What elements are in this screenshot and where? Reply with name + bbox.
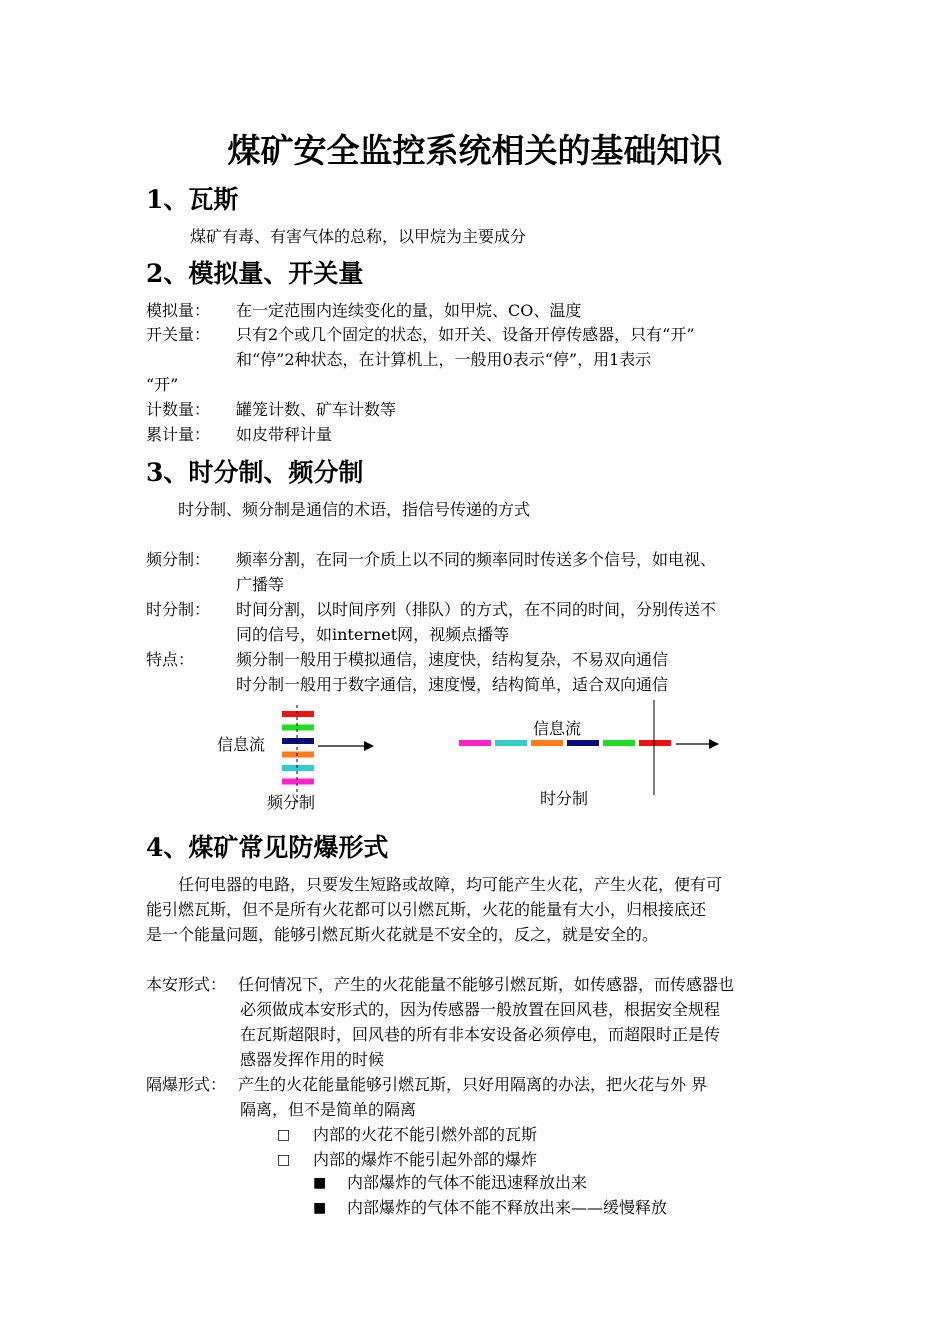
- flameproof-line-1: 产生的火花能量能够引燃瓦斯，只好用隔离的办法，把火花与外 界: [238, 1075, 708, 1094]
- fdm-flow-label: 信息流: [217, 735, 266, 754]
- analog-term: 模拟量：: [146, 301, 211, 320]
- intrinsic-safety-line-3: 在瓦斯超限时，回风巷的所有非本安设备必须停电，而超限时正是传: [240, 1025, 721, 1044]
- tdm-definition-line-1: 时间分割，以时间序列（排队）的方式，在不同的时间，分别传送不: [236, 600, 717, 619]
- section-1-heading: 1、瓦斯: [146, 185, 239, 214]
- section-2-heading: 2、模拟量、开关量: [146, 259, 364, 288]
- tdm-time-slot-bar: [567, 740, 599, 746]
- intrinsic-safety-term: 本安形式：: [146, 975, 227, 994]
- accum-definition: 如皮带秤计量: [236, 425, 333, 444]
- features-line-1: 频分制一般用于模拟通信，速度快，结构复杂，不易双向通信: [236, 650, 669, 669]
- switch-definition-line-3: “开”: [146, 375, 179, 394]
- tdm-time-slot-bar: [639, 740, 671, 746]
- filled-square-bullet-icon: ■: [313, 1175, 327, 1191]
- intrinsic-safety-line-1: 任何情况下，产生的火花能量不能够引燃瓦斯，如传感器，而传感器也: [238, 975, 735, 994]
- fdm-frequency-bar: [282, 711, 314, 717]
- tdm-bar-row: [459, 740, 671, 746]
- section-4-intro-line-3: 是一个能量问题，能够引燃瓦斯火花就是不安全的，反之，就是安全的。: [146, 925, 659, 944]
- tdm-caption: 时分制: [540, 789, 589, 808]
- section-3-heading: 3、时分制、频分制: [146, 458, 364, 487]
- fdm-caption: 频分制: [267, 793, 316, 812]
- flameproof-sub-item-2: 内部的爆炸不能引起外部的爆炸: [313, 1150, 538, 1169]
- tdm-time-slot-bar: [459, 740, 491, 746]
- flameproof-line-2: 隔离，但不是简单的隔离: [240, 1100, 417, 1119]
- flameproof-sub-sub-item-1: 内部爆炸的气体不能迅速释放出来: [347, 1173, 588, 1192]
- switch-term: 开关量：: [146, 325, 211, 344]
- flameproof-term: 隔爆形式：: [146, 1075, 227, 1094]
- analog-definition: 在一定范围内连续变化的量，如甲烷、CO、温度: [236, 301, 582, 320]
- intrinsic-safety-line-4: 感器发挥作用的时候: [240, 1050, 385, 1069]
- switch-definition-line-2: 和“停”2种状态，在计算机上，一般用0表示“停”，用1表示: [236, 350, 652, 369]
- flameproof-sub-sub-item-2: 内部爆炸的气体不能不释放出来——缓慢释放: [347, 1198, 668, 1217]
- features-line-2: 时分制一般用于数字通信，速度慢，结构简单，适合双向通信: [236, 675, 669, 694]
- section-4-intro-line-2: 能引燃瓦斯，但不是所有火花都可以引燃瓦斯，火花的能量有大小，归根接底还: [146, 900, 707, 919]
- filled-square-bullet-icon: ■: [313, 1200, 327, 1216]
- fdm-term: 频分制：: [146, 550, 211, 569]
- hollow-square-bullet-icon: □: [277, 1127, 291, 1143]
- hollow-square-bullet-icon: □: [277, 1152, 291, 1168]
- flameproof-sub-item-1: 内部的火花不能引燃外部的瓦斯: [313, 1125, 538, 1144]
- section-3-intro: 时分制、频分制是通信的术语，指信号传递的方式: [178, 500, 531, 519]
- fdm-definition-line-2: 广播等: [236, 575, 285, 594]
- section-1-text: 煤矿有毒、有害气体的总称，以甲烷为主要成分: [190, 227, 527, 246]
- count-definition: 罐笼计数、矿车计数等: [236, 400, 397, 419]
- count-term: 计数量：: [146, 400, 211, 419]
- intrinsic-safety-line-2: 必须做成本安形式的，因为传感器一般放置在回风巷，根据安全规程: [240, 1000, 721, 1019]
- tdm-flow-label: 信息流: [533, 719, 582, 738]
- fdm-arrow-head: [364, 741, 374, 751]
- switch-definition-line-1: 只有2个或几个固定的状态，如开关、设备开停传感器，只有“开”: [236, 325, 695, 344]
- section-4-heading: 4、煤矿常见防爆形式: [146, 833, 389, 862]
- tdm-time-slot-bar: [531, 740, 563, 746]
- tdm-arrow-head: [709, 739, 719, 749]
- fdm-frequency-bar: [282, 738, 314, 744]
- fdm-frequency-bar: [282, 725, 314, 731]
- fdm-frequency-bar: [282, 765, 314, 771]
- fdm-definition-line-1: 频率分割，在同一介质上以不同的频率同时传送多个信号，如电视、: [236, 550, 717, 569]
- tdm-time-slot-bar: [495, 740, 527, 746]
- tdm-term: 时分制：: [146, 600, 211, 619]
- tdm-time-slot-bar: [603, 740, 635, 746]
- fdm-frequency-bar: [282, 779, 314, 785]
- section-4-intro-line-1: 任何电器的电路，只要发生短路或故障，均可能产生火花，产生火花，便有可: [178, 875, 723, 894]
- features-term: 特点：: [146, 650, 195, 669]
- page-title: 煤矿安全监控系统相关的基础知识: [227, 131, 723, 170]
- tdm-definition-line-2: 同的信号，如internet网，视频点播等: [236, 625, 510, 644]
- fdm-frequency-bar: [282, 752, 314, 758]
- fdm-bar-stack: [282, 711, 314, 785]
- accum-term: 累计量：: [146, 425, 211, 444]
